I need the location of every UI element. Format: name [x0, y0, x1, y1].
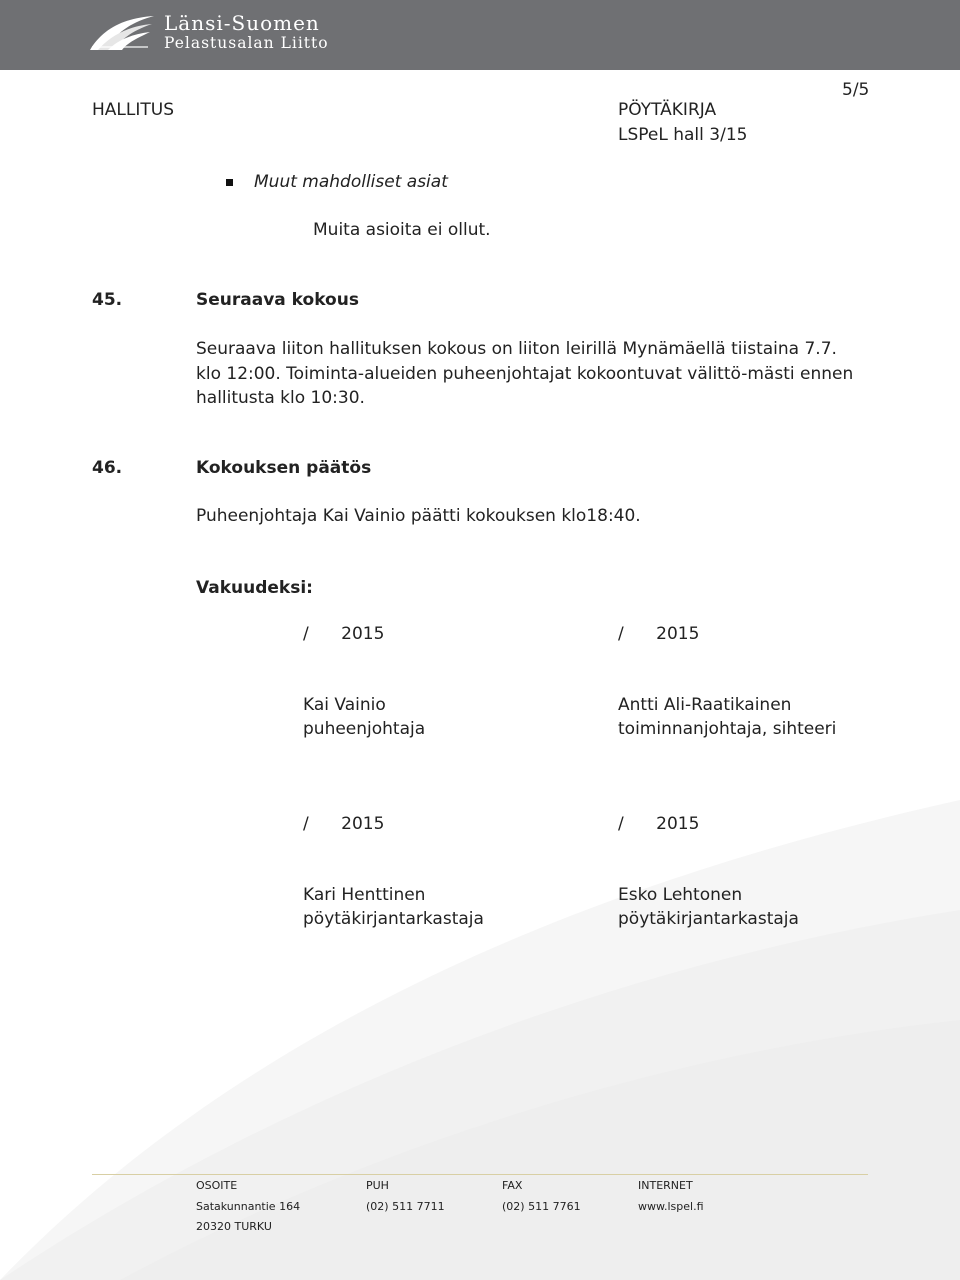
footer-fax-label: FAX [502, 1179, 523, 1192]
footer-phone: (02) 511 7711 [366, 1200, 445, 1213]
signer-role-4: pöytäkirjantarkastaja [618, 909, 799, 929]
signer-name-3: Kari Henttinen [303, 885, 426, 905]
signature-date-3: / 2015 [303, 814, 385, 834]
signer-role-2: toiminnanjohtaja, sihteeri [618, 719, 837, 739]
bullet-heading: Muut mahdolliset asiat [254, 172, 448, 192]
footer-phone-label: PUH [366, 1179, 389, 1192]
footer-address-line2: 20320 TURKU [196, 1220, 272, 1233]
section-46-title: Kokouksen päätös [196, 458, 372, 478]
section-45-number: 45. [92, 290, 123, 310]
signer-role-1: puheenjohtaja [303, 719, 426, 739]
board-label: HALLITUS [92, 100, 174, 120]
signatures-heading: Vakuudeksi: [196, 578, 313, 598]
organization-name-line2: Pelastusalan Liitto [164, 34, 329, 52]
bullet-text: Muita asioita ei ollut. [313, 220, 491, 240]
signer-role-3: pöytäkirjantarkastaja [303, 909, 484, 929]
signer-name-2: Antti Ali-Raatikainen [618, 695, 792, 715]
document-type: PÖYTÄKIRJA [618, 100, 717, 120]
signer-name-1: Kai Vainio [303, 695, 386, 715]
background-watermark [0, 720, 960, 1280]
signature-date-4: / 2015 [618, 814, 700, 834]
footer-fax: (02) 511 7761 [502, 1200, 581, 1213]
footer-web-link[interactable]: www.lspel.fi [638, 1200, 704, 1213]
footer-web-label: INTERNET [638, 1179, 693, 1192]
signer-name-4: Esko Lehtonen [618, 885, 743, 905]
document-id: LSPeL hall 3/15 [618, 125, 748, 145]
footer-address-label: OSOITE [196, 1179, 238, 1192]
organization-logo-icon [88, 10, 156, 54]
bullet-square-icon [226, 179, 233, 186]
signature-date-2: / 2015 [618, 624, 700, 644]
footer-address-line1: Satakunnantie 164 [196, 1200, 301, 1213]
section-46-text: Puheenjohtaja Kai Vainio päätti kokouksen klo18:40. [196, 506, 641, 526]
section-45-text: Seuraava liiton hallituksen kokous on liiton leirillä Mynämäellä tiistaina 7.7. klo 12:00. Toiminta-alueiden puheenjohtajat kokoontuvat välittö-mästi ennen hallitusta klo 10:30. [196, 339, 854, 408]
section-45-title: Seuraava kokous [196, 290, 359, 310]
footer-rule [92, 1174, 868, 1175]
signature-date-1: / 2015 [303, 624, 385, 644]
page-number: 5/5 [842, 80, 870, 100]
header-banner [0, 0, 960, 70]
organization-name-line1: Länsi-Suomen [164, 11, 320, 35]
section-46-number: 46. [92, 458, 123, 478]
